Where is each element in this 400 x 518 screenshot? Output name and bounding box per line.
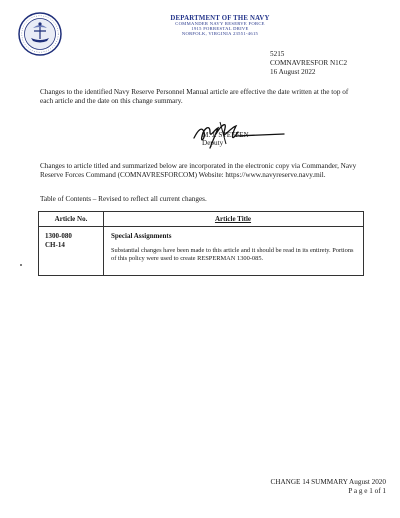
intro-paragraph: Changes to the identified Navy Reserve Personnel Manual article are effective the date written at the top of each article and the date on this change summary. — [40, 88, 349, 105]
article-summary: Substantial changes have been made to this article and it should be read in its entirety. Portions of this policy were used to create RESPERMAN 1300-085. — [111, 247, 354, 262]
reference-block — [270, 50, 347, 77]
letterhead-city: NORFOLK, VIRGINIA 23551-4615 — [181, 30, 259, 36]
col-header-article-no: Article No. — [54, 215, 88, 223]
signature-block — [202, 131, 249, 148]
department-name: DEPARTMENT OF THE NAVY — [170, 15, 270, 22]
incorporation-paragraph: Changes to article titled and summarized below are incorporated in the electronic copy via Commander, Navy Reserve Forces Command (COMNAVRESFORCOM) Website: https://www.navyreserve.navy.mil. — [40, 162, 357, 179]
article-number: 1300-080 — [45, 232, 72, 240]
letter-date: 16 August 2022 — [270, 68, 316, 76]
letterhead — [120, 15, 320, 37]
page-number: P a g e 1 of 1 — [348, 486, 386, 495]
signer-name: M. J. STEFFEN — [202, 131, 249, 139]
page-footer — [226, 478, 386, 495]
change-table — [38, 211, 364, 276]
header-divider — [39, 226, 363, 227]
col-header-article-title: Article Title — [214, 215, 252, 223]
letterhead-street: 1915 FORRESTAL DRIVE — [191, 25, 249, 31]
change-number: CH-14 — [45, 240, 65, 249]
navy-seal-icon — [18, 12, 62, 56]
toc-note: Table of Contents – Revised to reflect all current changes. — [40, 195, 207, 203]
letterhead-command: COMMANDER NAVY RESERVE FORCE — [175, 21, 265, 27]
ssic: 5215 — [270, 50, 285, 58]
article-number-cell — [45, 232, 72, 249]
signer-title: Deputy — [202, 139, 224, 148]
office-code: COMNAVRESFOR N1C2 — [270, 59, 348, 67]
article-title: Special Assignments — [111, 232, 172, 240]
stray-mark — [20, 264, 22, 266]
change-summary-label: CHANGE 14 SUMMARY August 2020 — [270, 478, 386, 486]
